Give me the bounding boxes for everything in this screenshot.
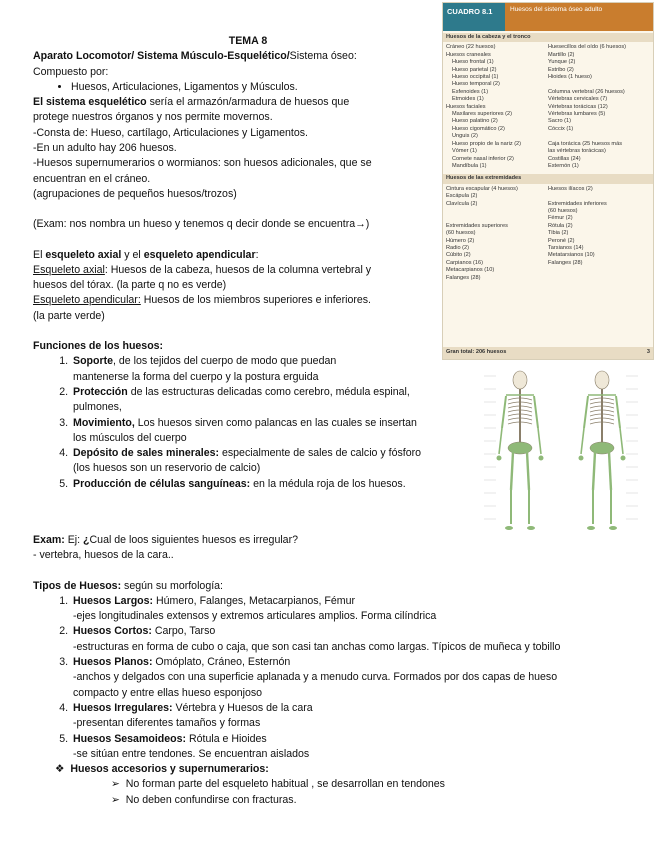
table-cell: Hueso propio de la nariz (2) [452,140,522,147]
accesorios-item: ➢ No forman parte del esqueleto habitual , se desarrollan en tendones [111,778,445,791]
table-total: Gran total: 206 huesos 3 [443,347,653,359]
forearm [499,428,502,454]
list-item: 5. Huesos Sesamoideos: Rótula e Hioides -se sitúan entre tendones. Se encuentran aislados [71,732,633,763]
list-item: • Huesos, Articulaciones, Ligamentos y Músculos. [71,80,423,95]
page-title: TEMA 8 [228,35,268,47]
table-cell: Hueso palatino (2) [452,118,498,125]
table-cell: Costillas (24) [548,155,581,162]
list-item: 5. Producción de células sanguíneas: en la médula roja de los huesos. [71,477,423,492]
list-item: 4. Depósito de sales minerales: especialmente de sales de calcio y fósforo (los huesos son un reservorio de calcio) [71,446,423,477]
table-cell: Húmero (2) [446,237,475,244]
sistema-line-2: protege nuestros órganos y nos permite movernos. [33,111,273,124]
table-cell: Cúbito (2) [446,252,471,259]
table-col [446,186,548,282]
table-cell: Falanges (28) [446,274,481,281]
table-cell: Rótula (2) [548,222,573,229]
table-header [443,3,653,31]
table-cell: Vértebras lumbares (5) [548,111,606,118]
table-col [548,186,650,282]
humerus [616,396,620,428]
table-cell: Extremidades superiores [446,222,508,229]
table-cell: Cráneo (22 huesos) [446,44,496,51]
axial-def: Esqueleto axial: Huesos de la cabeza, huesos de la columna vertebral y [33,263,372,276]
notes-lower [33,533,633,808]
table-title: Huesos del sistema óseo adulto [505,3,653,31]
compuesto-label: Compuesto por: [33,65,109,78]
accesorios-item: ➢ No deben confundirse con fracturas. [111,793,297,806]
table-cell: Peroné (2) [548,237,575,244]
table-cell: Columna vertebral (26 huesos) [548,88,625,95]
hand [497,456,502,461]
table-cell: Vértebras cervicales (7) [548,96,608,103]
table-cell: Extremidades inferiores [548,200,607,207]
skeleton-illustration [478,366,644,538]
pelvis [590,442,614,454]
text-line: -En un adulto hay 206 huesos. [33,142,177,155]
table-cell: Radio (2) [446,244,470,251]
femur [511,452,513,490]
funciones-title: Funciones de los huesos: [33,340,164,353]
bones-table-figure [442,2,654,360]
femur [609,452,611,490]
femur [593,452,595,490]
table-cell: Esternón (1) [548,162,579,169]
axial-def-2: huesos del tórax. (la parte q no es verde) [33,279,227,292]
table-cell [548,133,650,140]
table-cell: Falanges (28) [548,259,583,266]
components-list [33,80,423,95]
foot [505,526,513,530]
table-cell: Caja torácica (25 huesos más [548,140,622,147]
list-item: 1. Soporte, de los tejidos del cuerpo de modo que puedan mantenerse la forma del cuerpo y la postura erguida [71,354,423,385]
list-item: 3. Movimiento, Los huesos sirven como palancas en las cuales se insertan los músculos del cuerpo [71,416,423,447]
table-cell: Tibia (2) [548,230,569,237]
forearm [538,428,541,454]
table-number: CUADRO 8.1 [443,3,505,31]
table-cell: Sacro (1) [548,118,572,125]
forearm [620,428,623,454]
table-col [446,44,548,170]
table-cell: Esfenoides (1) [452,88,489,95]
skeleton-front [484,371,544,530]
table-cell: Vómer (1) [452,148,477,155]
exam-answer: - vertebra, huesos de la cara.. [33,549,174,562]
exam-question: Exam: Ej: ¿Cual de loos siguientes huesos es irregular? [33,534,298,546]
table-cell: Metacarpianos (10) [446,267,495,274]
apend-def-2: (la parte verde) [33,309,105,322]
table-cell: Hioides (1 hueso) [548,74,592,81]
axial-line: El esqueleto axial y el esqueleto apendicular: [33,248,259,261]
heading: Aparato Locomotor/ Sistema Músculo-Esquelético/Sistema óseo: [33,50,357,63]
table-cell: Metatarsianos (10) [548,252,595,259]
table-cell: Huesecillos del oído (6 huesos) [548,44,627,51]
humerus [584,396,588,428]
list-item: 4. Huesos Irregulares: Vértebra y Huesos de la cara -presentan diferentes tamaños y formas [71,701,633,732]
table-cell: Clavícula (2) [446,200,478,207]
table-cell: Cintura escapular (4 huesos) [446,185,518,192]
foot [587,526,595,530]
text-line: -Huesos supernumerarios o wormianos: son huesos adicionales, que se [33,157,372,170]
table-cell: Hueso occipital (1) [452,74,499,81]
skull [513,371,527,389]
table-cell: Fémur (2) [548,215,573,222]
table-cell: Vértebras torácicas (12) [548,103,608,110]
table-cell: Hueso parietal (2) [452,66,497,73]
skeleton-back [579,371,639,530]
table-cell: Estribo (2) [548,66,574,73]
list-item: 3. Huesos Planos: Omóplato, Cráneo, Esternón -anchos y delgados con una superficie aplanada y a menudo curva. Formados por dos capas de hueso compacto y entre ellas hueso esponjoso [71,655,633,701]
table-cell: Cóccix (1) [548,125,574,132]
hand [621,456,626,461]
humerus [502,396,506,428]
tipos-list [33,594,633,762]
table-cell: Tarsianos (14) [548,244,584,251]
list-item: 2. Huesos Cortos: Carpo, Tarso -estructuras en forma de cubo o caja, que son casi tan anchas como largas. Típicos de muñeca y tobillo [71,624,633,655]
table-cell: Cornete nasal inferior (2) [452,155,514,162]
apend-def: Esqueleto apendicular: Huesos de los miembros superiores e inferiores. [33,294,371,307]
table-cell: Mandíbula (1) [452,162,487,169]
foot [527,526,535,530]
table-cell: Etmoides (1) [452,96,484,103]
pelvis [508,442,532,454]
skull [595,371,609,389]
table-cell: Huesos ilíacos (2) [548,185,593,192]
foot [609,526,617,530]
table-cell: las vértebras torácicas) [548,148,606,155]
sistema-line: El sistema esquelético sería el armazón/armadura de huesos que [33,96,350,109]
table-cell: Martillo (2) [548,51,575,58]
text-line: -Consta de: Hueso, cartílago, Articulaciones y Ligamentos. [33,126,308,139]
table-cell [548,81,650,88]
table-section: Huesos de las extremidades [443,174,653,183]
table-cell: (60 huesos) [548,207,578,214]
tipos-title: Tipos de Huesos: según su morfología: [33,579,223,592]
table-cell: Huesos craneales [446,51,491,58]
table-cell: Huesos faciales [446,103,486,110]
text-line: encuentran en el cráneo. [33,172,151,185]
forearm [581,428,584,454]
notes-body [33,34,423,492]
table-cell: (60 huesos) [446,230,476,237]
list-item: 2. Protección de las estructuras delicadas como cerebro, médula espinal, pulmones, [71,385,423,416]
hand [539,456,544,461]
accesorios-title: ❖ Huesos accesorios y supernumerarios: [55,763,269,776]
humerus [534,396,538,428]
table-page: 3 [646,349,650,355]
table-cell: Hueso temporal (2) [452,81,500,88]
exam-note: (Exam: nos nombra un hueso y tenemos q decir donde se encuentra→) [33,218,370,231]
text-line: (agrupaciones de pequeños huesos/trozos) [33,187,237,200]
table-cell: Yunque (2) [548,59,576,66]
table-cell: Hueso frontal (1) [452,59,494,66]
table-col [548,44,650,170]
table-cell: Hueso cigomático (2) [452,125,505,132]
table-cell: Carpianos (16) [446,259,483,266]
hand [579,456,584,461]
list-item: 1. Huesos Largos: Húmero, Falanges, Metacarpianos, Fémur -ejes longitudinales extensos y extremos articulares amplios. Forma cilíndrica [71,594,633,625]
femur [527,452,529,490]
table-cell: Maxilares superiores (2) [452,111,512,118]
funciones-list [33,354,423,492]
table-cell: Unguis (2) [452,133,478,140]
table-cell [446,215,548,222]
table-cell [548,193,650,200]
table-section: Huesos de la cabeza y el tronco [443,33,653,42]
table-cell: Escápula (2) [446,193,478,200]
table-cell [446,208,548,215]
